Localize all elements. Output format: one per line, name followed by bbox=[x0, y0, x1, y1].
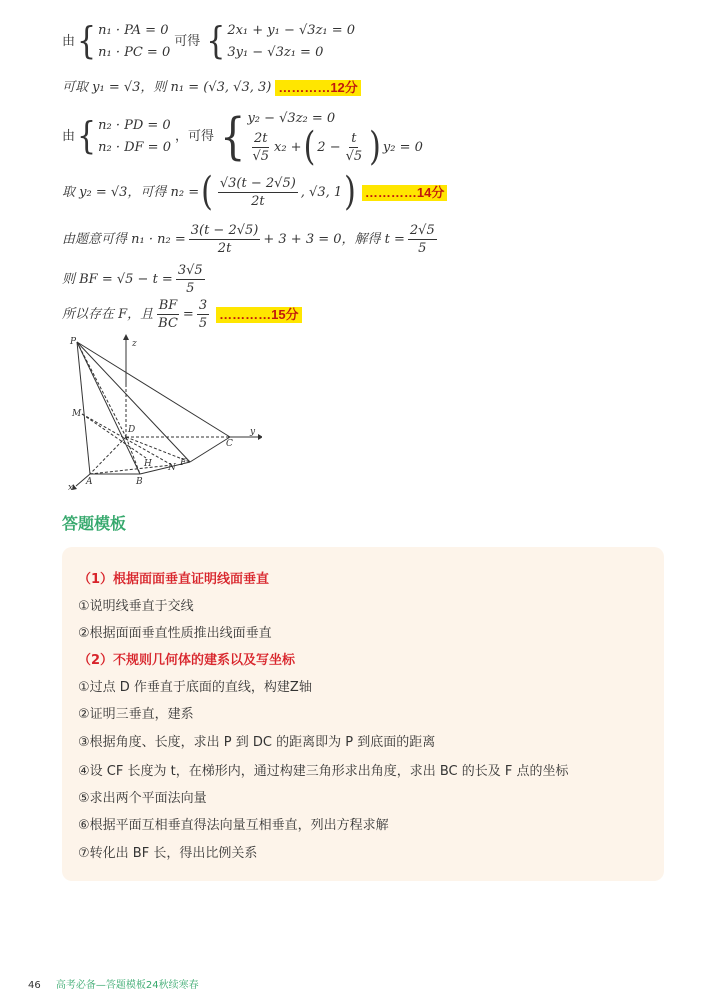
paren-close: ) bbox=[369, 124, 381, 170]
label-y: y bbox=[250, 427, 256, 437]
book-title: 高考必备—答题模板24秋续寒春 bbox=[55, 980, 199, 991]
bf-text: 则 BF = √5 − t = bbox=[62, 271, 173, 287]
score-badge-14: …………14分 bbox=[362, 185, 447, 201]
page-footer bbox=[28, 976, 199, 991]
paren-close: ) bbox=[344, 169, 356, 215]
system-stack bbox=[227, 20, 355, 64]
condition-3: n₂ · PD = 0 bbox=[98, 117, 171, 133]
edge-da bbox=[90, 437, 126, 474]
label-z: z bbox=[132, 339, 137, 349]
fraction: $\frac{√3(t - 2√5)}{2t}$ bbox=[219, 176, 296, 209]
text-keyde: ，可得 bbox=[174, 128, 214, 144]
take-y2-text: 取 y₂ = √3，可得 n₂ = bbox=[62, 184, 200, 200]
edge-fc bbox=[190, 437, 230, 462]
left-brace: { bbox=[206, 19, 226, 64]
fraction: $\frac{3√5}{5}$ bbox=[177, 263, 203, 296]
system-eq-1: 2x₁ + y₁ − √3z₁ = 0 bbox=[227, 23, 356, 38]
template-heading-1: （1）根据面面垂直证明线面垂直 bbox=[78, 572, 270, 587]
system-stack-2 bbox=[247, 108, 423, 170]
fraction: $\frac{3}{5}$ bbox=[198, 298, 208, 331]
label-b: B bbox=[136, 477, 143, 487]
page-number: 46 bbox=[28, 980, 41, 991]
template-item: ⑤求出两个平面法向量 bbox=[78, 791, 207, 806]
y-arrow bbox=[258, 434, 262, 440]
label-m: M bbox=[72, 409, 82, 419]
system-eq-2: 3y₁ − √3z₁ = 0 bbox=[227, 45, 324, 60]
template-item: ②根据面面垂直性质推出线面垂直 bbox=[78, 626, 272, 641]
paren-open: ( bbox=[201, 169, 213, 215]
score-badge-15: …………15分 bbox=[216, 307, 301, 323]
label-f: F bbox=[180, 458, 187, 468]
condition-1: n₁ · PA = 0 bbox=[98, 23, 169, 38]
label-c: C bbox=[226, 439, 233, 449]
template-item: ⑦转化出 BF 长，得出比例关系 bbox=[78, 846, 258, 861]
condition-4: n₂ · DF = 0 bbox=[98, 139, 171, 155]
fraction: $\frac{2√5}{5}$ bbox=[409, 223, 435, 256]
label-n: N bbox=[168, 463, 176, 473]
left-brace: { bbox=[77, 114, 97, 158]
fraction: $\frac{BF}{BC}$ bbox=[158, 298, 178, 331]
condition-stack bbox=[98, 20, 170, 64]
text-you: 由 bbox=[62, 34, 76, 49]
take-y1-text: 可取 y₁ = √3，则 n₁ = (√3, √3, 3) bbox=[62, 80, 272, 95]
fraction: $\frac{3(t - 2√5)}{2t}$ bbox=[190, 223, 259, 256]
edge-pa bbox=[77, 342, 90, 474]
template-item: ①过点 D 作垂直于底面的直线，构建Z轴 bbox=[78, 680, 312, 695]
conclusion-text: 所以存在 F，且 bbox=[62, 306, 154, 322]
condition-stack bbox=[98, 115, 171, 159]
system2-eq-1: y₂ − √3z₂ = 0 bbox=[247, 111, 336, 126]
template-section-title: 答题模板 bbox=[62, 514, 127, 533]
equation-line-6 bbox=[62, 262, 208, 297]
equation-line-2 bbox=[62, 79, 361, 97]
label-d: D bbox=[128, 425, 136, 435]
equation-line-7: 所以存在 F，且 $\frac{BF}{BC}$ = $\frac{3}{5}$ …………15分 bbox=[62, 297, 302, 332]
geometry-figure bbox=[62, 334, 262, 494]
equation-line-5: 由题意可得 n₁ · n₂ = $\frac{3(t - 2√5)}{2t}$ + 3 + 3 = 0，解得 t = $\frac{2√5}{5}$ bbox=[62, 223, 435, 256]
template-item: ⑥根据平面互相垂直得法向量互相垂直，列出方程求解 bbox=[78, 818, 389, 833]
text-you: 由 bbox=[62, 128, 76, 144]
left-brace: { bbox=[219, 107, 246, 166]
score-badge-12: …………12分 bbox=[275, 80, 360, 96]
left-brace: { bbox=[77, 19, 97, 64]
label-x: x bbox=[68, 483, 74, 493]
fraction: $\frac{2t}{√5}$ bbox=[252, 131, 269, 164]
text-keyde: 可得 bbox=[174, 34, 201, 49]
template-item: ④设 CF 长度为 t，在梯形内，通过构建三角形求出角度，求出 BC 的长及 F 点的坐标 bbox=[78, 764, 569, 779]
condition-2: n₁ · PC = 0 bbox=[98, 45, 171, 60]
label-a: A bbox=[86, 477, 93, 487]
z-arrow bbox=[123, 334, 129, 340]
template-heading-2: （2）不规则几何体的建系以及写坐标 bbox=[78, 653, 296, 668]
equation-line-3 bbox=[62, 107, 423, 170]
system2-eq-2: $\frac{2t}{√5}$ x₂ + ( 2 − $\frac{t}{√5}$ ) y₂ = 0 bbox=[252, 124, 423, 170]
edge-pd bbox=[77, 342, 126, 437]
paren-open: ( bbox=[303, 124, 316, 170]
template-item: ①说明线垂直于交线 bbox=[78, 599, 194, 614]
template-item: ③根据角度、长度，求出 P 到 DC 的距离即为 P 到底面的距离 bbox=[78, 735, 436, 750]
dot-product-text: 由题意可得 n₁ · n₂ = bbox=[62, 231, 186, 247]
equation-line-4: 取 y₂ = √3，可得 n₂ = ( $\frac{√3(t - 2√5)}{2t}$ , √3, 1 ) …………14分 bbox=[62, 175, 447, 210]
template-item: ②证明三垂直，建系 bbox=[78, 707, 194, 722]
fraction: $\frac{t}{√5}$ bbox=[345, 131, 363, 164]
label-p: P bbox=[70, 337, 77, 347]
label-h: H bbox=[144, 459, 152, 469]
equation-line-1 bbox=[62, 20, 355, 64]
